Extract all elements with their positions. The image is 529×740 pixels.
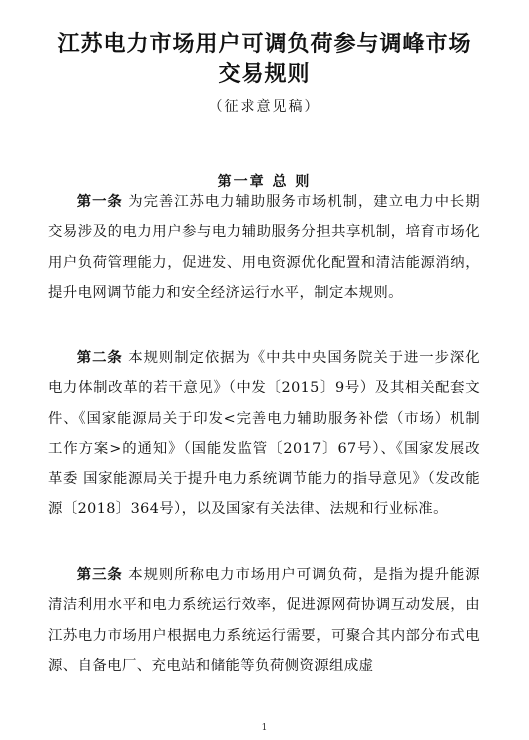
article-1-paragraph xyxy=(48,187,480,308)
article-1-label: 第一条 xyxy=(76,194,123,210)
article-2-text: 本规则制定依据为《中共中央国务院关于进一步深化电力体制改革的若干意见》（中发〔2015〕9号）及其相关配套文件、《国家能源局关于印发<完善电力辅助服务补偿（市场）机制工作方案>的通知》（国能发监管〔2017〕67号）、《国家发展改革委 国家能源局关于提升电力系统调节能力的指导意见》（发改能源〔2018〕364号），以及国家有关法律、法规和行业标准。 xyxy=(48,350,480,518)
article-2-paragraph xyxy=(48,343,480,525)
article-3-text: 本规则所称电力市场用户可调负荷，是指为提升能源清洁利用水平和电力系统运行效率，促进源网荷协调互动发展，由江苏电力市场用户根据电力系统运行需要，可聚合其内部分布式电源、自备电厂、充电站和储能等负荷侧资源组成虚 xyxy=(48,567,480,674)
article-1-text: 为完善江苏电力辅助服务市场机制，建立电力中长期交易涉及的电力用户参与电力辅助服务分担共享机制，培育市场化用户负荷管理能力，促进发、用电资源优化配置和清洁能源消纳，提升电网调节能力和安全经济运行水平，制定本规则。 xyxy=(48,194,480,301)
article-3-paragraph xyxy=(48,560,480,681)
chapter-heading: 第一章 总 则 xyxy=(217,173,312,190)
document-title-line-1: 江苏电力市场用户可调负荷参与调峰市场 xyxy=(57,32,472,57)
document-title-line-2: 交易规则 xyxy=(218,62,311,87)
article-3-label: 第三条 xyxy=(76,567,123,583)
draft-status-subtitle: （征求意见稿） xyxy=(208,99,321,115)
page-number: 1 xyxy=(261,723,268,733)
article-2-label: 第二条 xyxy=(76,350,123,366)
